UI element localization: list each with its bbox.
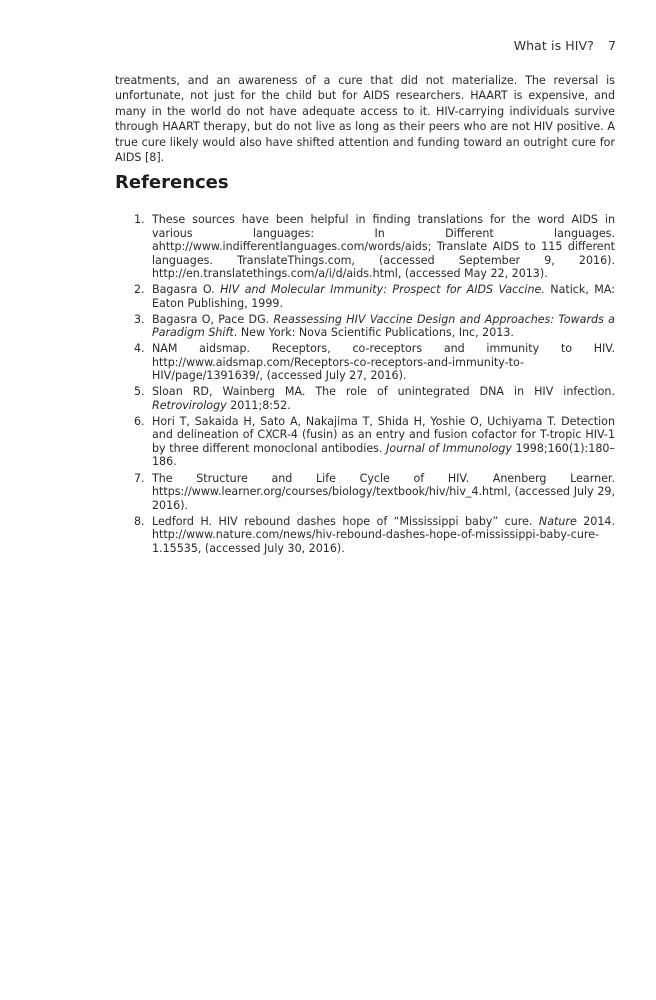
page-number: 7 xyxy=(607,38,616,53)
reference-item xyxy=(134,515,615,556)
reference-text: Bagasra O. HIV and Molecular Immunity: Prospect for AIDS Vaccine. Natick, MA: Eaton Publishing, 1999. xyxy=(152,283,615,310)
reference-number: 1. xyxy=(134,213,145,226)
running-title: What is HIV? xyxy=(513,38,594,53)
reference-number: 5. xyxy=(134,385,145,399)
reference-text: Sloan RD, Wainberg MA. The role of unintegrated DNA in HIV infection. Retrovirology 2011;8:52. xyxy=(152,385,615,412)
reference-item xyxy=(134,385,615,412)
reference-text: Ledford H. HIV rebound dashes hope of “Mississippi baby” cure. Nature 2014. http://www.nature.com/news/hiv-rebound-dashes-hope-of-mississippi-baby-cure-1.15535, (accessed July 30, 2016). xyxy=(152,514,615,555)
reference-number: 6. xyxy=(134,414,145,428)
reference-text: Bagasra O, Pace DG. Reassessing HIV Vaccine Design and Approaches: Towards a Paradigm Shift. New York: Nova Scientific Publications, Inc, 2013. xyxy=(152,312,615,340)
running-header xyxy=(514,38,616,53)
reference-item xyxy=(134,415,615,469)
intro-paragraph: treatments, and an awareness of a cure that did not materialize. The reversal is unfortunate, not just for the child but for AIDS researchers. HAART is expensive, and many in the world do not have adequate access to it. HIV-carrying individuals survive through HAART therapy, but do not live as long as their peers who are not HIV positive. A true cure likely would also have shifted attention and funding toward an outright cure for AIDS [8]. xyxy=(115,74,615,165)
reference-number: 3. xyxy=(134,312,145,326)
reference-number: 2. xyxy=(134,283,145,297)
reference-text: NAM aidsmap. Receptors, co-receptors and immunity to HIV. http://www.aidsmap.com/Receptors-co-receptors-and-immunity-to-HIV/page/1391639/, (accessed July 27, 2016). xyxy=(152,342,615,383)
reference-item xyxy=(134,213,615,281)
reference-item xyxy=(134,342,615,383)
reference-text: The Structure and Life Cycle of HIV. Anenberg Learner. https://www.learner.org/courses/biology/textbook/hiv/hiv_4.html, (accessed July 29, 2016). xyxy=(152,471,615,512)
reference-item xyxy=(134,283,615,310)
reference-text: These sources have been helpful in finding translations for the word AIDS in various languages: In Different languages. ahttp://www.indifferentlanguages.com/words/aids; Translate AIDS to 115 different languages. TranslateThings.com, (accessed September 9, 2016). http://en.translatethings.com/a/i/d/aids.html, (accessed May 22, 2013). xyxy=(152,213,615,280)
reference-text: Hori T, Sakaida H, Sato A, Nakajima T, Shida H, Yoshie O, Uchiyama T. Detection and delineation of CXCR-4 (fusin) as an entry and fusion cofactor for T-tropic HIV-1 by three different monoclonal antibodies. Journal of Immunology 1998;160(1):180–186. xyxy=(152,414,615,469)
reference-list xyxy=(134,213,615,558)
references-heading: References xyxy=(115,172,229,193)
reference-number: 7. xyxy=(134,471,145,485)
reference-number: 8. xyxy=(134,514,145,528)
reference-number: 4. xyxy=(134,342,145,356)
reference-item xyxy=(134,472,615,513)
reference-item xyxy=(134,313,615,340)
